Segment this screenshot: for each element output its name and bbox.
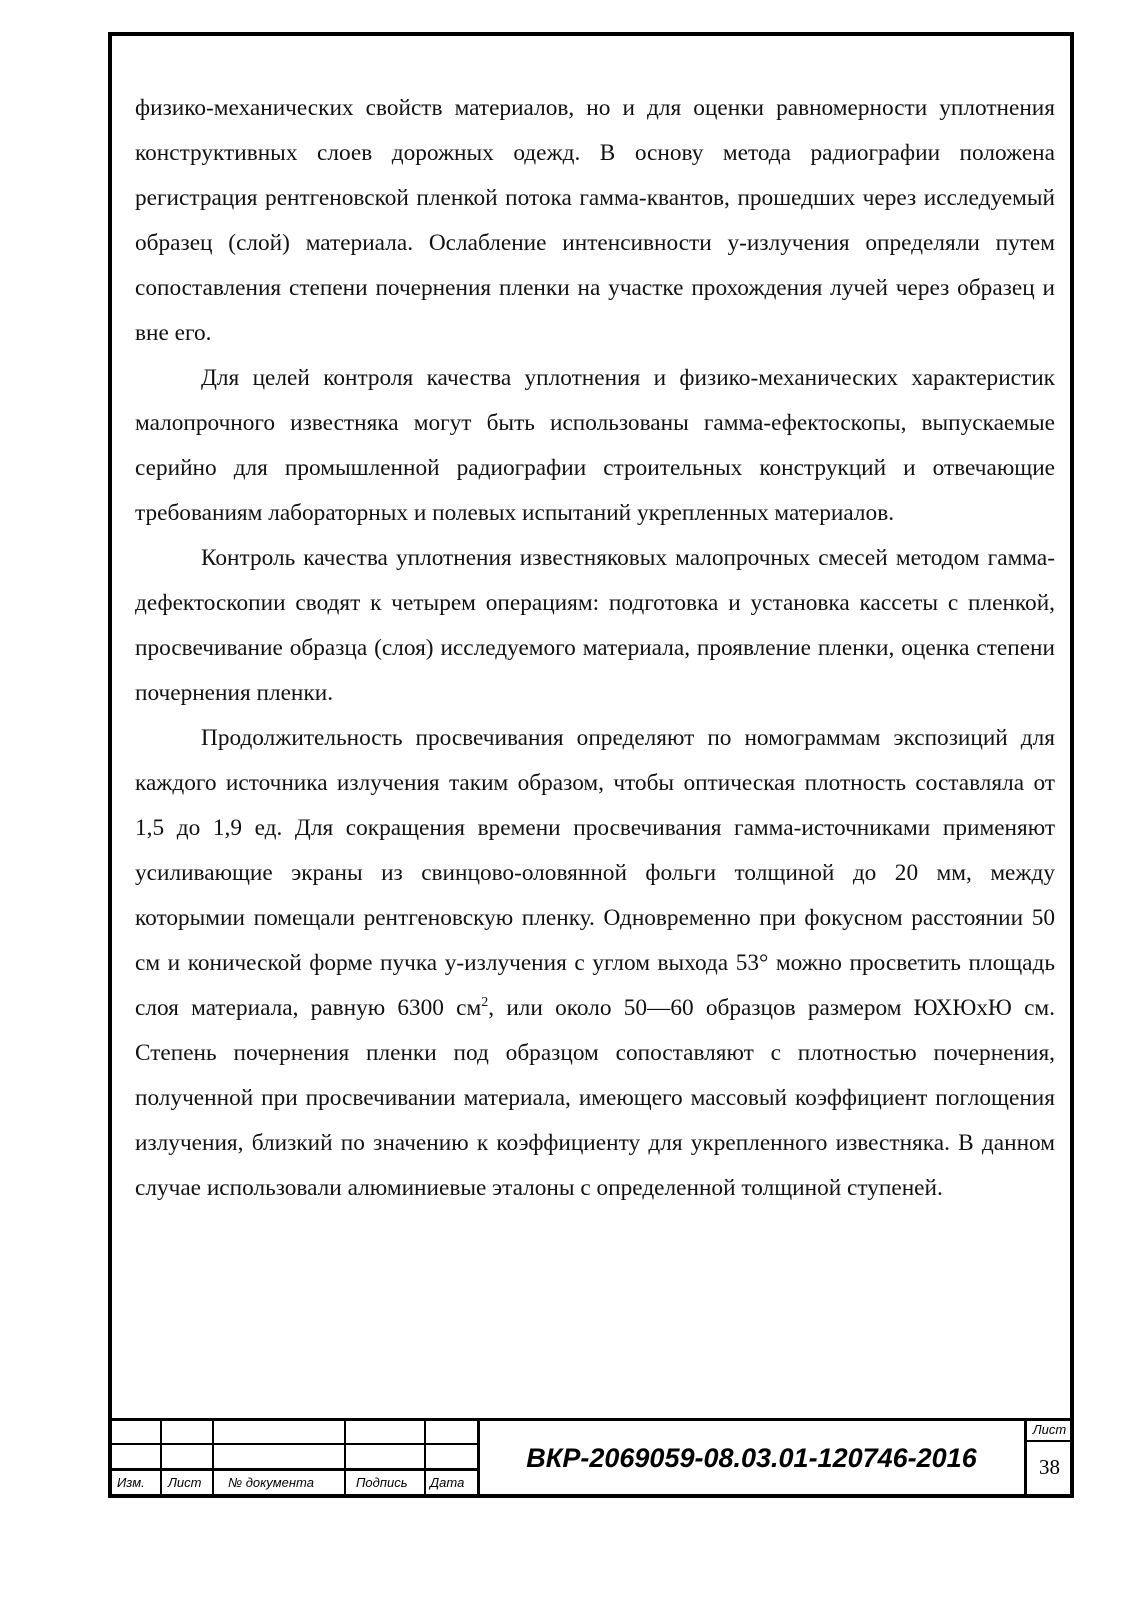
label-list: Лист xyxy=(168,1475,202,1490)
paragraph-1: физико-механических свойств материалов, но и для оценки равномерности уплотнения конструктивных слоев дорожных одежд. В основу метода радиографии положена регистрация рентгеновской пленкой потока гамма-квантов, прошедших через исследуемый образец (слой) материала. Ослабление интенсивности у-излучения определяли путем сопоставления степени почернения пленки на участке прохождения лучей через образец и вне его. xyxy=(135,95,1055,346)
paragraph-2: Для целей контроля качества уплотнения и физико-механических характеристик малопрочного известняка могут быть использованы гамма-ефектоскопы, выпускаемые серийно для промышленной радиографии строительных конструкций и отвечающие требованиям лабораторных и полевых испытаний укрепленных материалов. xyxy=(135,365,1055,526)
paragraph-4-part-2: , или около 50—60 образцов размером ЮХЮхЮ см. Степень почернения пленки под образцом сопоставляют с плотностью почернения, полученной при просвечивании материала, имеющего массовый коэффициент поглощения излучения, близкий по значению к коэффициенту для укрепленного известняка. В данном случае использовали алюминиевые эталоны с определенной толщиной ступеней. xyxy=(135,995,1055,1201)
paragraph-4 xyxy=(135,716,1055,1211)
title-block-col-line xyxy=(344,1418,346,1498)
label-signature: Подпись xyxy=(356,1475,408,1490)
sheet-number: 38 xyxy=(1039,1454,1060,1479)
label-date: Дата xyxy=(430,1475,465,1490)
superscript: 2 xyxy=(481,995,489,1011)
paragraph-3: Контроль качества уплотнения известняковых малопрочных смесей методом гамма-дефектоскопии сводят к четырем операциям: подготовка и установка кассеты с пленкой, просвечивание образца (слоя) исследуемого материала, проявление пленки, оценка степени почернения пленки. xyxy=(135,545,1055,706)
paragraph-4-part-1: Продолжительность просвечивания определяют по номограммам экспозиций для каждого источника излучения таким образом, чтобы оптическая плотность составляла от 1,5 до 1,9 ед. Для сокращения времени просвечивания гамма-источниками применяют усиливающие экраны из свинцово-оловянной фольги толщиной до 20 мм, между которымии помещали рентгеновскую пленку. Одновременно при фокусном расстоянии 50 см и конической форме пучка у-излучения с углом выхода 53° можно просветить площадь слоя материала, равную 6300 см xyxy=(135,725,1055,1021)
document-code: ВКР-2069059-08.03.01-120746-2016 xyxy=(526,1442,977,1473)
document-body xyxy=(135,86,1055,1211)
title-block-col-line xyxy=(160,1418,162,1498)
sheet-label: Лист xyxy=(1032,1422,1067,1437)
title-block-col-line xyxy=(212,1418,214,1498)
title-block xyxy=(108,1418,1074,1498)
label-doc-number: № документа xyxy=(228,1475,314,1490)
label-izm: Изм. xyxy=(117,1475,145,1490)
title-block-col-line xyxy=(424,1418,426,1498)
